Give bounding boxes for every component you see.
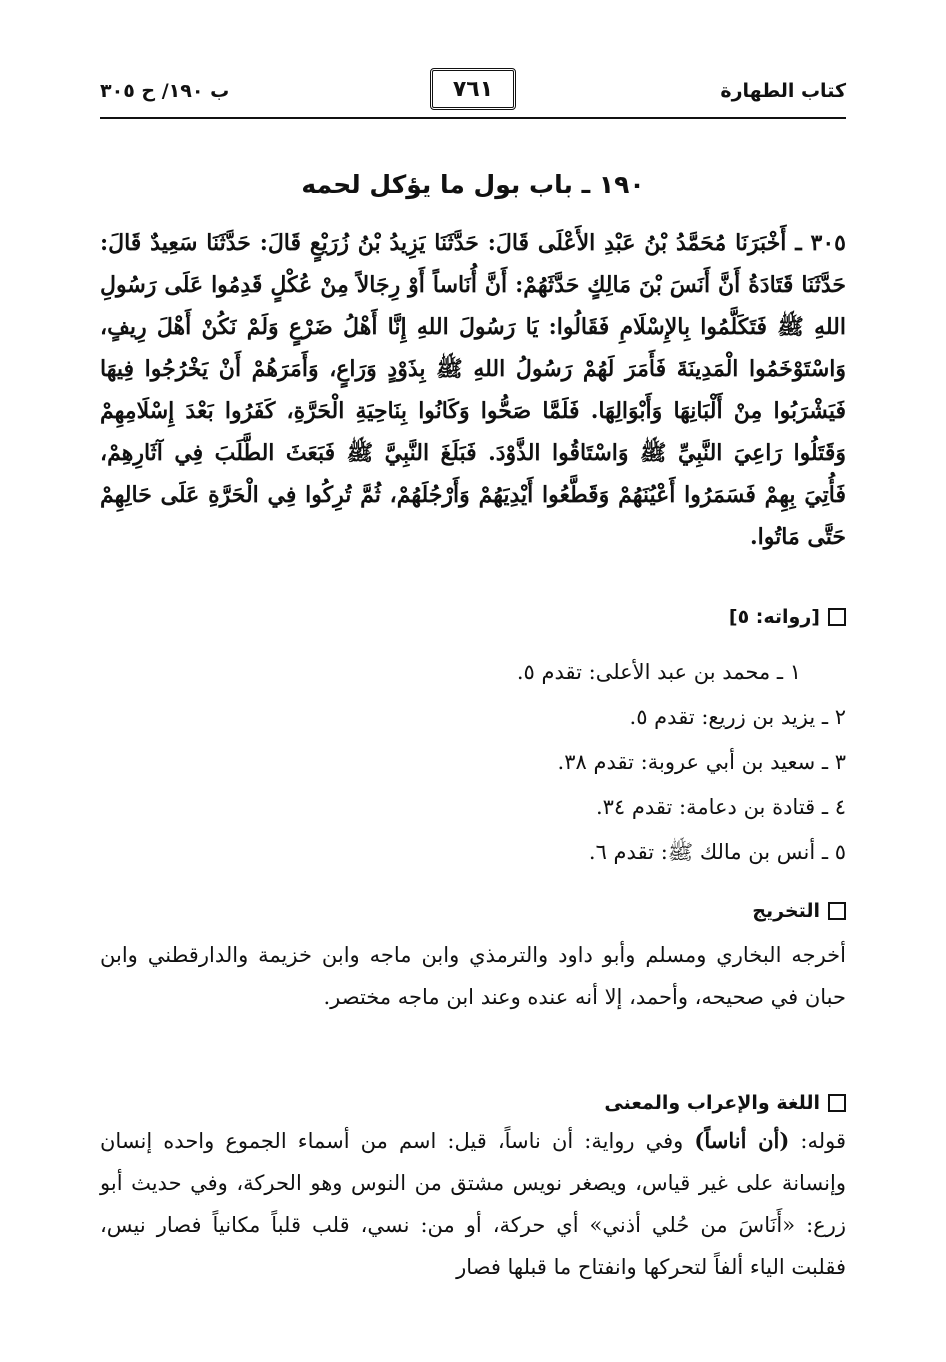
page-number-frame: [430, 68, 516, 110]
list-item: ٥ ـ أنس بن مالك ﷺ: تقدم ٦.: [588, 840, 846, 864]
list-item: ٤ ـ قتادة بن دعامة: تقدم ٣٤.: [595, 795, 846, 819]
list-item: ٢ ـ يزيد بن زريع: تقدم ٥.: [629, 705, 846, 729]
narrators-list: [346, 650, 846, 875]
narrators-heading-label: [رواته: ٥]: [728, 606, 820, 628]
narrators-heading: [729, 606, 846, 628]
list-item: ١ ـ محمد بن عبد الأعلى: تقدم ٥.: [516, 660, 801, 684]
chapter-title: ١٩٠ ـ باب بول ما يؤكل لحمه: [301, 170, 645, 199]
lugha-heading: [604, 1092, 846, 1114]
book-title: كتاب الطهارة: [720, 80, 846, 102]
lugha-body: وفي رواية: أن ناساً، قيل: اسم من أسماء الجموع واحده إنسان وإنسانة على غير قياس، ويصغر نويس مشتق من النوس وهو الحركة، وفي حديث أبو زرع: «أَنَاسَ من حُلي أذني» أي حركة، أو من: نسي، قلب قلباً مكانياً فصار نيس، فقلبت الياء ألفاً لتحركها وانفتاح ما قبلها فصار: [100, 1129, 846, 1279]
square-bullet-icon: [828, 1094, 846, 1112]
hadith-text: ٣٠٥ ـ أَخْبَرَنَا مُحَمَّدُ بْنُ عَبْدِ الأَعْلَى قَالَ: حَدَّثَنَا يَزِيدُ بْنُ زُرَيْعٍ قَالَ: حَدَّثَنَا سَعِيدٌ قَالَ: حَدَّثَنَا قَتَادَةُ أَنَّ أَنَسَ بْنَ مَالِكٍ حَدَّثَهُمْ: أَنَّ أُنَاساً أَوْ رِجَالاً مِنْ عُكْلٍ قَدِمُوا عَلَى رَسُولِ اللهِ ﷺ فَتَكَلَّمُوا بِالإِسْلَامِ فَقَالُوا: يَا رَسُولَ اللهِ إِنَّا أَهْلُ ضَرْعٍ وَلَمْ نَكُنْ أَهْلَ رِيفٍ، وَاسْتَوْخَمُوا الْمَدِينَةَ فَأَمَرَ لَهُمْ رَسُولُ اللهِ ﷺ بِذَوْدٍ وَرَاعٍ، وَأَمَرَهُمْ أَنْ يَخْرُجُوا فِيهَا فَيَشْرَبُوا مِنْ أَلْبَانِهَا وَأَبْوَالِهَا. فَلَمَّا صَحُّوا وَكَانُوا بِنَاحِيَةِ الْحَرَّةِ، كَفَرُوا بَعْدَ إِسْلَامِهِمْ وَقَتَلُوا رَاعِيَ النَّبِيِّ ﷺ وَاسْتَاقُوا الذَّوْدَ. فَبَلَغَ النَّبِيَّ ﷺ فَبَعَثَ الطَّلَبَ فِي آثَارِهِمْ، فَأُتِيَ بِهِمْ فَسَمَرُوا أَعْيُنَهُمْ وَقَطَّعُوا أَيْدِيَهُمْ وَأَرْجُلَهُمْ، ثُمَّ تُرِكُوا فِي الْحَرَّةِ عَلَى حَالِهِمْ حَتَّى مَاتُوا.: [100, 230, 846, 550]
page-header: [100, 62, 846, 112]
takhrij-heading-label: التخريج: [752, 900, 820, 922]
lugha-quote: (أن أناساً): [694, 1128, 790, 1153]
takhrij-text: أخرجه البخاري ومسلم وأبو داود والترمذي وابن ماجه وابن خزيمة والدارقطني وابن حبان في صحيحه، وأحمد، إلا أنه عنده وعند ابن ماجه مختصر.: [100, 943, 846, 1009]
lugha-text: [100, 1120, 846, 1288]
header-divider: [100, 117, 846, 119]
list-item: ٣ ـ سعيد بن أبي عروبة: تقدم ٣٨.: [557, 750, 846, 774]
takhrij-heading: [752, 900, 846, 922]
square-bullet-icon: [828, 608, 846, 626]
lugha-heading-label: اللغة والإعراب والمعنى: [604, 1092, 820, 1114]
page-number: ٧٦١: [430, 68, 516, 110]
chapter-reference: ب ١٩٠/ ح ٣٠٥: [100, 80, 230, 102]
square-bullet-icon: [828, 902, 846, 920]
lugha-prefix: قوله:: [789, 1129, 847, 1153]
